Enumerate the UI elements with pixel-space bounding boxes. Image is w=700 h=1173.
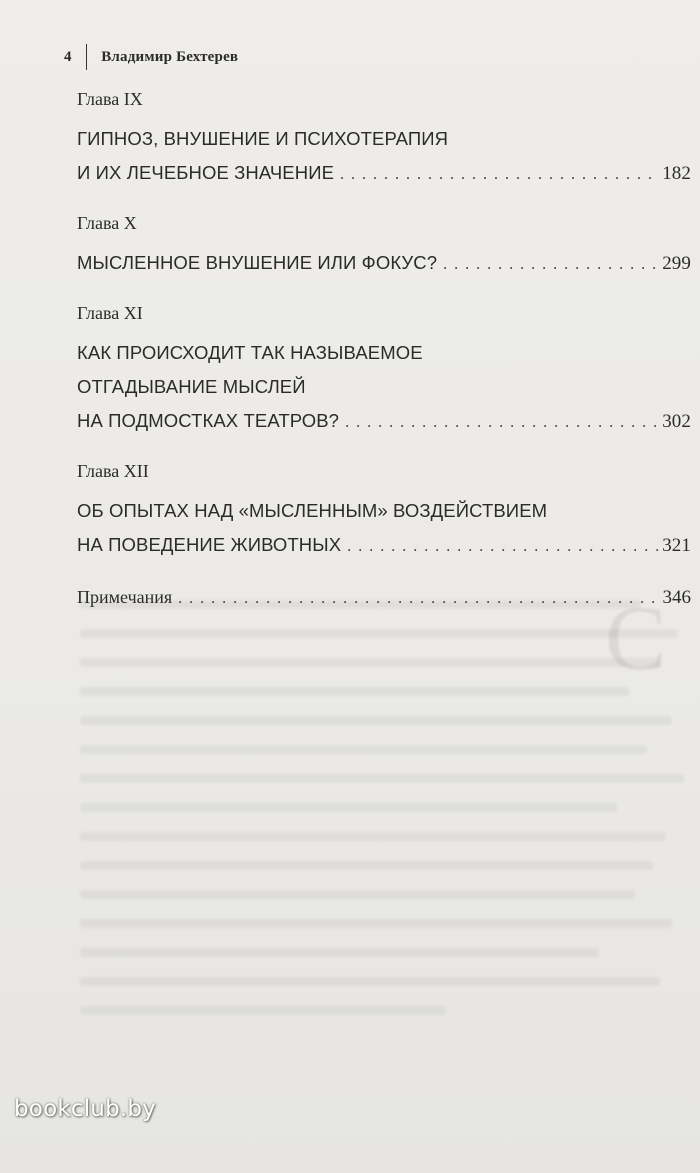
chapter-page-number: 299 [662,253,691,274]
toc-chapter-12 [77,458,691,562]
chapter-page-number: 321 [662,535,691,556]
bleed-through-drop-cap: С [605,587,667,689]
chapter-title-line: КАК ПРОИСХОДИТ ТАК НАЗЫВАЕМОЕ [77,342,423,363]
chapter-title-last-line: МЫСЛЕННОЕ ВНУШЕНИЕ ИЛИ ФОКУС? [77,252,438,273]
toc-chapter-11 [77,300,691,438]
toc-entry-notes[interactable] [77,582,691,612]
toc-entry-row[interactable] [77,528,691,562]
site-watermark: bookclub.by [14,1096,156,1122]
chapter-title-last-line: НА ПОВЕДЕНИЕ ЖИВОТНЫХ [77,534,342,555]
table-of-contents [77,86,691,612]
toc-entry-row[interactable] [77,156,691,190]
chapter-page-number: 302 [662,411,691,432]
chapter-label: Глава IX [77,89,143,109]
chapter-title-last-line: НА ПОДМОСТКАХ ТЕАТРОВ? [77,410,340,431]
dot-leader [340,158,658,192]
toc-entry-row[interactable] [77,246,691,280]
bleed-through-texture [80,600,690,1080]
chapter-title-last-line: И ИХ ЛЕЧЕБНОЕ ЗНАЧЕНИЕ [77,162,335,183]
running-header [64,42,238,72]
dot-leader [347,530,658,564]
toc-chapter-10 [77,210,691,280]
chapter-label: Глава XII [77,461,149,481]
chapter-label: Глава XI [77,303,143,323]
chapter-title-line: ОТГАДЫВАНИЕ МЫСЛЕЙ [77,376,306,397]
chapter-label: Глава X [77,213,137,233]
chapter-title-line: ОБ ОПЫТАХ НАД «МЫСЛЕННЫМ» ВОЗДЕЙСТВИЕМ [77,500,548,521]
header-separator [86,44,88,70]
dot-leader [178,584,658,614]
toc-chapter-9 [77,86,691,190]
author-name: Владимир Бехтерев [101,48,239,65]
notes-page-number: 346 [662,587,691,608]
toc-entry-row[interactable] [77,404,691,438]
dot-leader [345,406,658,440]
chapter-title-line: ГИПНОЗ, ВНУШЕНИЕ И ПСИХОТЕРАПИЯ [77,128,449,149]
notes-label: Примечания [77,587,173,607]
dot-leader [443,248,658,282]
chapter-page-number: 182 [662,163,691,184]
page-number: 4 [64,48,72,65]
